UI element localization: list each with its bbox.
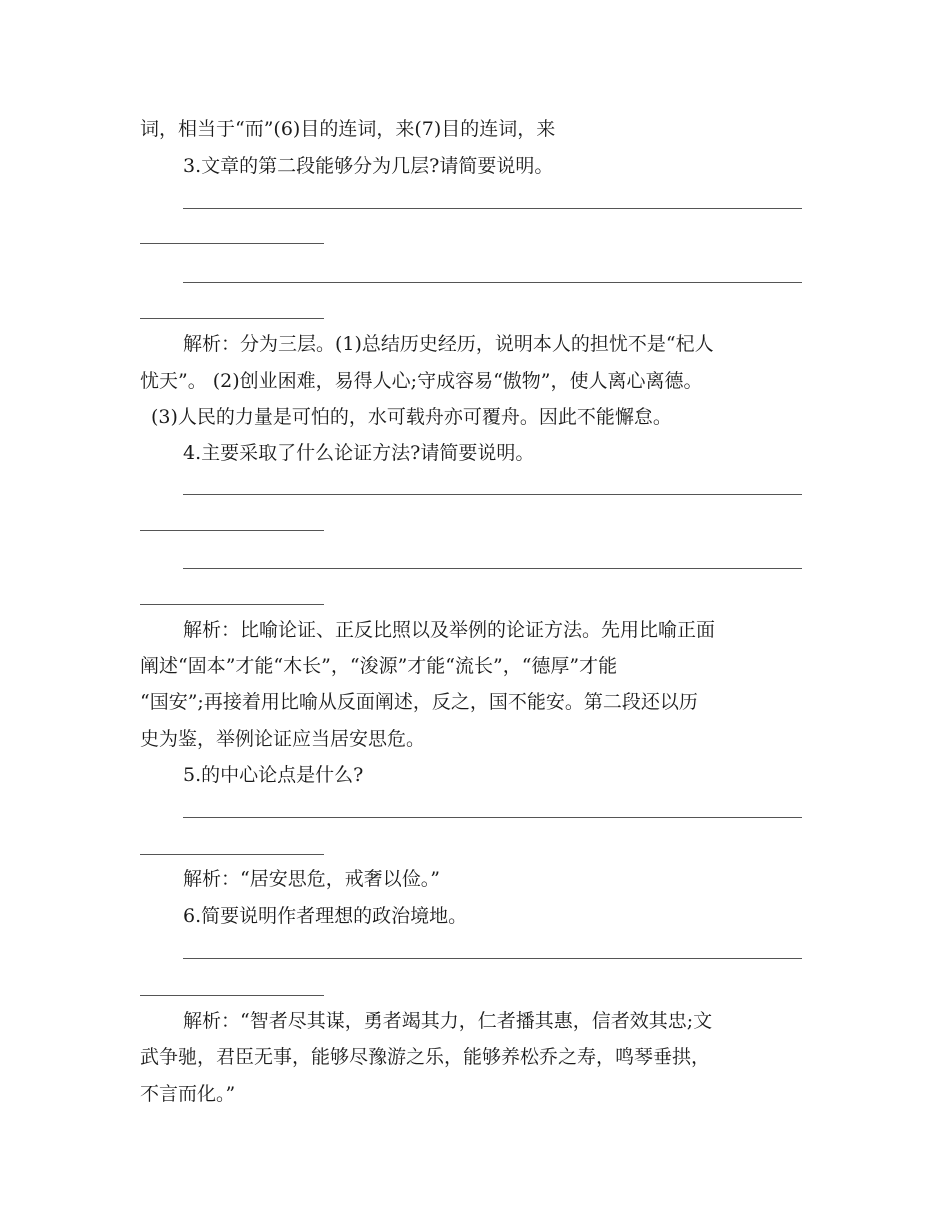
answer-blank-line (140, 530, 324, 531)
analysis-6-line: 不言而化。” (140, 1083, 236, 1105)
question-6: 6.简要说明作者理想的政治境地。 (183, 905, 468, 927)
text-line: 词，相当于“而”(6)目的连词，来(7)目的连词，来 (140, 118, 556, 140)
question-4: 4.主要采取了什么论证方法?请简要说明。 (183, 442, 535, 464)
answer-blank-line (140, 995, 324, 996)
analysis-3-line: (3)人民的力量是可怕的，水可载舟亦可覆舟。因此不能懈怠。 (151, 406, 672, 428)
answer-blank-line (183, 958, 802, 959)
answer-blank-line (140, 854, 324, 855)
analysis-5-line: 解析：“居安思危，戒奢以俭。” (183, 868, 440, 890)
question-3: 3.文章的第二段能够分为几层?请简要说明。 (183, 155, 554, 177)
answer-blank-line (140, 318, 324, 319)
analysis-4-line: 解析：比喻论证、正反比照以及举例的论证方法。先用比喻正面 (183, 619, 716, 641)
analysis-6-line: 解析：“智者尽其谋，勇者竭其力，仁者播其惠，信者效其忠;文 (183, 1010, 713, 1032)
answer-blank-line (183, 817, 802, 818)
answer-blank-line (183, 208, 802, 209)
answer-blank-line (183, 282, 802, 283)
question-5: 5.的中心论点是什么? (183, 764, 364, 786)
analysis-4-line: “国安”;再接着用比喻从反面阐述，反之，国不能安。第二段还以历 (140, 691, 698, 713)
analysis-3-line: 忧天”。 (2)创业困难，易得人心;守成容易“傲物”，使人离心离德。 (140, 370, 703, 392)
answer-blank-line (140, 604, 324, 605)
analysis-4-line: 阐述“固本”才能“木长”，“浚源”才能“流长”，“德厚”才能 (140, 655, 618, 677)
analysis-6-line: 武争驰，君臣无事，能够尽豫游之乐，能够养松乔之寿，鸣琴垂拱， (140, 1046, 711, 1068)
answer-blank-line (140, 243, 324, 244)
analysis-3-line: 解析：分为三层。(1)总结历史经历，说明本人的担忧不是“杞人 (183, 333, 714, 355)
answer-blank-line (183, 568, 802, 569)
analysis-4-line: 史为鉴，举例论证应当居安思危。 (140, 728, 426, 750)
answer-blank-line (183, 494, 802, 495)
